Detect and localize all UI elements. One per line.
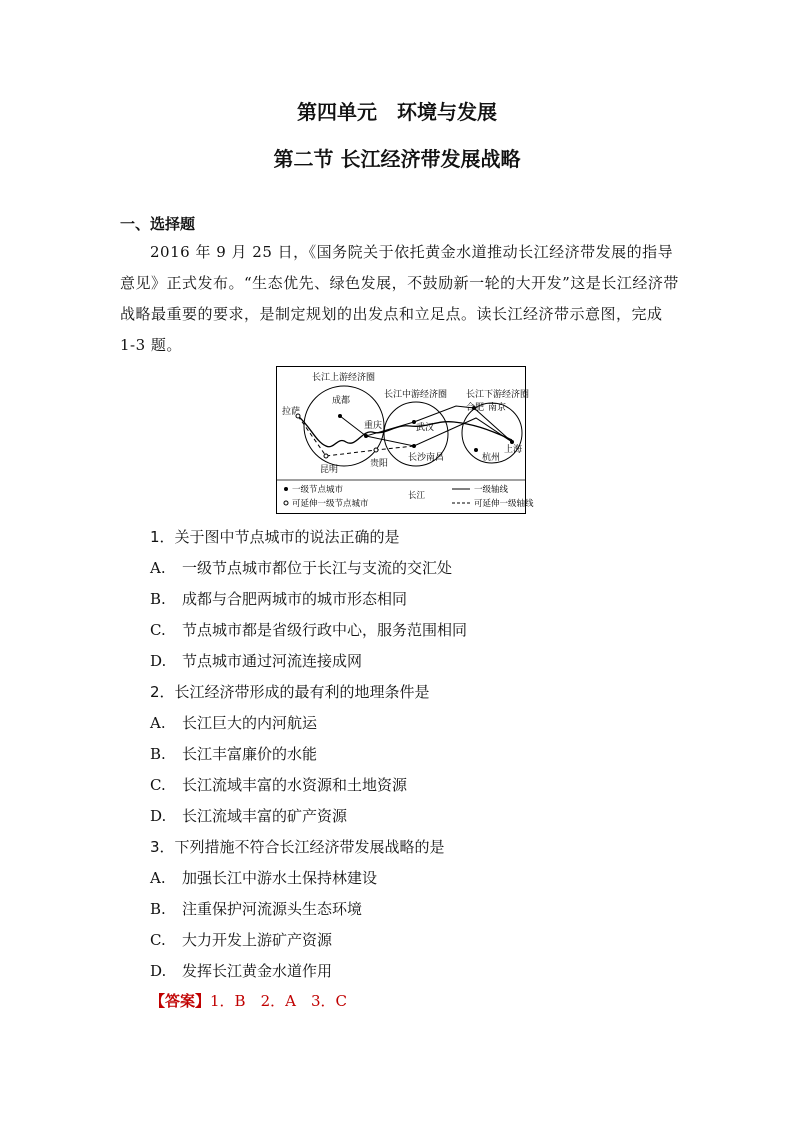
changsha-nanchang-dot	[412, 444, 416, 448]
option-row[interactable]	[150, 867, 377, 888]
option-letter: B.	[150, 745, 166, 763]
option-row[interactable]	[150, 898, 362, 919]
city-lhasa: 拉萨	[282, 407, 301, 417]
option-row[interactable]	[150, 557, 452, 578]
upper-circle-label: 长江上游经济圈	[312, 373, 376, 383]
option-row[interactable]	[150, 805, 347, 826]
option-letter: A.	[150, 869, 166, 887]
legend-extendable-axis: 可延伸一级轴线	[474, 499, 534, 509]
legend-first-level: 一级节点城市	[292, 485, 344, 495]
option-letter: D.	[150, 652, 167, 670]
middle-circle-label: 长江中游经济圈	[384, 390, 448, 400]
chengdu-dot	[338, 414, 342, 418]
unit-title: 第四单元 环境与发展	[297, 100, 497, 124]
city-changsha-nanchang: 长沙南昌	[408, 453, 445, 463]
option-row[interactable]	[150, 650, 362, 671]
option-text: 发挥长江黄金水道作用	[182, 962, 333, 980]
city-chengdu: 成都	[332, 396, 351, 406]
option-letter: C.	[150, 621, 166, 639]
city-hefei: 合肥	[466, 403, 485, 413]
option-row[interactable]	[150, 743, 317, 764]
option-row[interactable]	[150, 619, 467, 640]
legend-yangtze: 长江	[408, 491, 426, 501]
option-text: 长江流域丰富的水资源和土地资源	[182, 776, 408, 794]
option-text: 节点城市都是省级行政中心，服务范围相同	[182, 621, 468, 639]
option-row[interactable]	[150, 960, 332, 981]
question-stem: 1．关于图中节点城市的说法正确的是	[150, 528, 400, 546]
question-stem: 2．长江经济带形成的最有利的地理条件是	[150, 683, 430, 701]
option-text: 节点城市通过河流连接成网	[182, 652, 363, 670]
option-text: 加强长江中游水土保持林建设	[182, 869, 378, 887]
question-stem: 3．下列措施不符合长江经济带发展战略的是	[150, 838, 445, 856]
option-letter: B.	[150, 900, 166, 918]
legend-extendable-city: 可延伸一级节点城市	[292, 499, 369, 509]
option-text: 长江流域丰富的矿产资源	[182, 807, 348, 825]
chongqing-dot	[364, 434, 368, 438]
option-letter: D.	[150, 807, 167, 825]
legend-first-level-dot	[284, 487, 288, 491]
option-text: 注重保护河流源头生态环境	[182, 900, 363, 918]
city-hangzhou: 杭州	[482, 453, 501, 463]
city-nanjing: 南京	[488, 403, 507, 413]
section-title: 第二节 长江经济带发展战略	[273, 147, 521, 171]
option-letter: A.	[150, 714, 166, 732]
map-svg	[276, 366, 534, 514]
option-row[interactable]	[150, 929, 332, 950]
answer-text: 1．B 2．A 3．C	[210, 992, 347, 1010]
city-shanghai: 上海	[504, 445, 523, 455]
option-letter: C.	[150, 931, 166, 949]
option-row[interactable]	[150, 774, 407, 795]
lower-circle-label: 长江下游经济圈	[466, 390, 530, 400]
option-letter: C.	[150, 776, 166, 794]
legend-first-axis: 一级轴线	[474, 485, 509, 495]
answer-tag: 【答案】	[150, 992, 211, 1010]
question-type-heading: 一、选择题	[120, 215, 196, 233]
option-letter: B.	[150, 590, 166, 608]
shanghai-dot	[510, 440, 514, 444]
yangtze-economic-belt-map	[276, 366, 534, 514]
option-text: 长江丰富廉价的水能	[182, 745, 318, 763]
option-letter: A.	[150, 559, 166, 577]
city-chongqing: 重庆	[364, 421, 383, 431]
option-text: 成都与合肥两城市的城市形态相同	[182, 590, 408, 608]
city-wuhan: 武汉	[416, 423, 435, 433]
hangzhou-dot	[474, 448, 478, 452]
intro-paragraph: 2016 年 9 月 25 日，《国务院关于依托黄金水道推动长江经济带发展的指导意见》正式发布。“生态优先、绿色发展，不鼓励新一轮的大开发”这是长江经济带战略最重要的要求，是制定规划的出发点和立足点。读长江经济带示意图，完成 1-3 题。	[120, 243, 679, 354]
answer-line	[150, 990, 347, 1011]
option-row[interactable]	[150, 712, 317, 733]
city-kunming: 昆明	[320, 465, 339, 475]
option-text: 长江巨大的内河航运	[182, 714, 318, 732]
option-text: 大力开发上游矿产资源	[182, 931, 333, 949]
option-text: 一级节点城市都位于长江与支流的交汇处	[182, 559, 453, 577]
option-letter: D.	[150, 962, 167, 980]
option-row[interactable]	[150, 588, 407, 609]
guiyang-dot	[374, 448, 378, 452]
kunming-dot	[324, 454, 328, 458]
city-guiyang: 贵阳	[370, 459, 389, 469]
legend-extendable-dot	[284, 501, 288, 505]
